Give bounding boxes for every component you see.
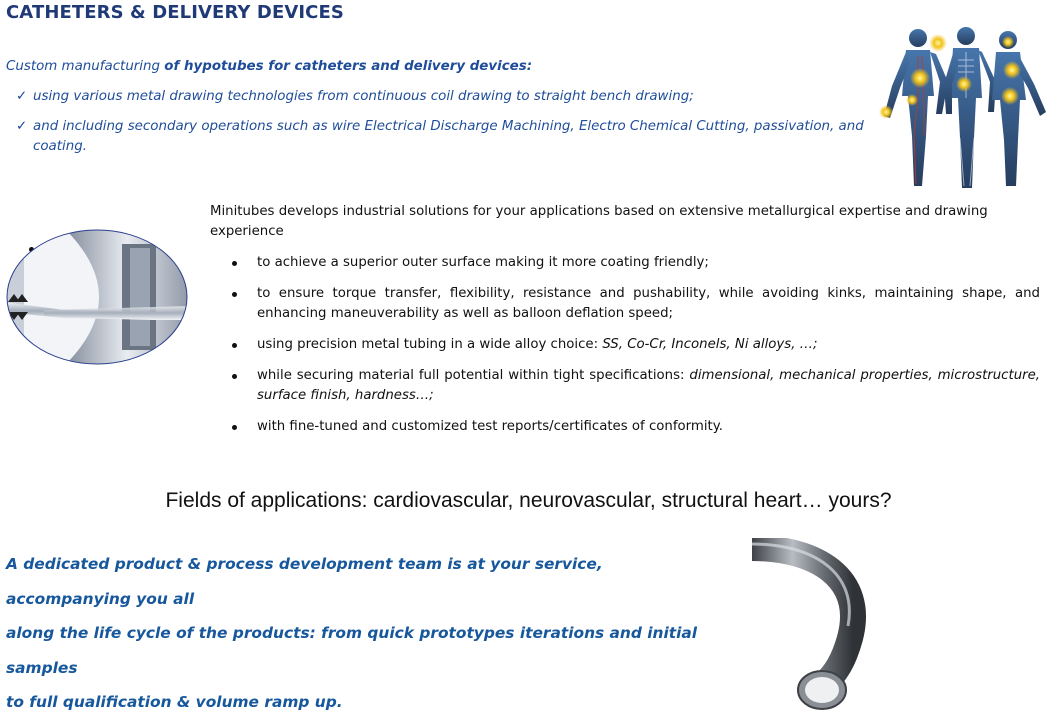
page-title: CATHETERS & DELIVERY DEVICES: [6, 2, 344, 23]
check-icon: ✓: [16, 89, 28, 104]
list-item-italic: dimensional, mechanical properties, microstructure, surface finish, hardness…;: [257, 368, 1040, 403]
team-line: along the life cycle of the products: from quick prototypes iterations and initial samples: [6, 624, 698, 677]
check-item: [6, 117, 866, 157]
drawing-die-illustration: [4, 228, 190, 366]
list-item: [210, 335, 1040, 355]
list-item-text: while securing material full potential within tight specifications:: [257, 368, 690, 383]
bullet-list: [210, 253, 1040, 437]
intro-section: [6, 57, 866, 157]
intro-lead-normal: Custom manufacturing: [6, 59, 165, 74]
bullet-dot: [232, 374, 237, 379]
bullet-dot: [232, 343, 237, 348]
bullet-dot: [232, 425, 237, 430]
human-body-illustration: [878, 26, 1050, 192]
check-item-text: using various metal drawing technologies from continuous coil drawing to straight bench drawing;: [33, 89, 694, 104]
list-item-text: to ensure torque transfer, flexibility, resistance and pushability, while avoiding kinks, maintaining shape, and enhancing maneuverability as well as balloon deflation speed;: [257, 286, 1040, 321]
check-icon: ✓: [16, 119, 28, 134]
intro-lead-bold: of hypotubes for catheters and delivery devices:: [164, 59, 533, 74]
list-item-text: using precision metal tubing in a wide alloy choice:: [257, 337, 603, 352]
team-statement: [6, 547, 726, 720]
team-line: A dedicated product & process development team is at your service, accompanying you all: [6, 555, 603, 608]
team-line: to full qualification & volume ramp up.: [6, 693, 343, 711]
list-item: [210, 417, 1040, 437]
list-item: [210, 366, 1040, 406]
main-section: [210, 202, 1040, 437]
list-item: [210, 284, 1040, 324]
intro-lead: [6, 57, 866, 77]
fields-heading: Fields of applications: cardiovascular, neurovascular, structural heart… yours?: [165, 489, 892, 512]
main-paragraph: Minitubes develops industrial solutions for your applications based on extensive metallurgical expertise and drawing experience: [210, 204, 988, 239]
check-item: [6, 87, 866, 107]
curved-tube-illustration: [746, 538, 876, 716]
bullet-dot: [232, 292, 237, 297]
list-item-italic: SS, Co-Cr, Inconels, Ni alloys, …;: [602, 337, 818, 352]
list-item: [210, 253, 1040, 273]
list-item-text: with fine-tuned and customized test reports/certificates of conformity.: [257, 419, 723, 434]
bullet-dot: [232, 261, 237, 266]
check-item-text: and including secondary operations such as wire Electrical Discharge Machining, Electro Chemical Cutting, passivation, and coating.: [33, 119, 864, 154]
list-item-text: to achieve a superior outer surface making it more coating friendly;: [257, 255, 709, 270]
